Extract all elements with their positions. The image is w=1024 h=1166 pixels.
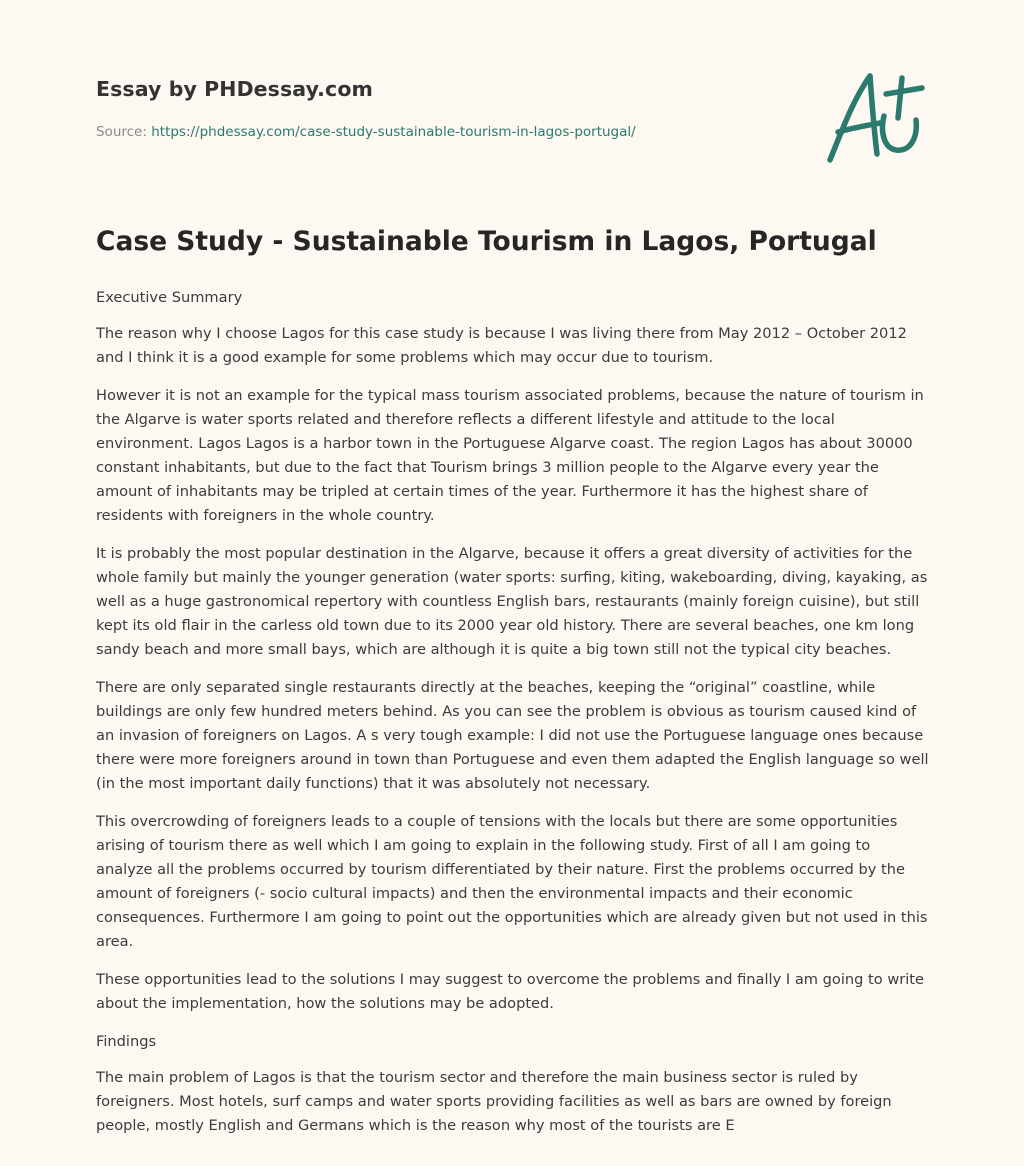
- section-heading-findings: Findings: [96, 1033, 157, 1050]
- paragraph: It is probably the most popular destination in the Algarve, because it offers a great diversity of activities for the whole family but mainly the younger generation (water sports: surfing, kiting, wakeboarding, diving, kayaking, as well as a huge gastronomical repertory with countless English bars, restaurants (mainly foreign cuisine), but still kept its old flair in the carless old town due to its 2000 year old history. There are several beaches, one km long sandy beach and more small bays, which are although it is quite a big town still not the typical city beaches.: [96, 545, 928, 658]
- a-plus-logo-icon: [820, 68, 930, 168]
- paragraph: This overcrowding of foreigners leads to a couple of tensions with the locals but there are some opportunities arising of tourism there as well which I am going to explain in the following study. First of all I am going to analyze all the problems occurred by tourism differentiated by their nature. First the problems occurred by the amount of foreigners (- socio cultural impacts) and then the environmental impacts and their economic consequences. Furthermore I am going to point out the opportunities which are already given but not used in this area.: [96, 813, 928, 950]
- paragraph: The reason why I choose Lagos for this case study is because I was living there from May 2012 – October 2012 and I think it is a good example for some problems which may occur due to tourism.: [96, 325, 907, 366]
- site-brand: Essay by PHDessay.com: [96, 77, 373, 101]
- paragraph: There are only separated single restaurants directly at the beaches, keeping the “original” coastline, while buildings are only few hundred meters behind. As you can see the problem is obvious as tourism caused kind of an invasion of foreigners on Lagos. A s very tough example: I did not use the Portuguese language ones because there were more foreigners around in town than Portuguese and even them adapted the English language so well (in the most important daily functions) that it was absolutely not necessary.: [96, 679, 929, 792]
- essay-title: Case Study - Sustainable Tourism in Lagos, Portugal: [96, 226, 877, 257]
- section-heading-executive-summary: Executive Summary: [96, 289, 243, 306]
- source-link[interactable]: https://phdessay.com/case-study-sustainable-tourism-in-lagos-portugal/: [151, 124, 636, 140]
- source-line: [96, 124, 636, 140]
- source-label: Source:: [96, 124, 152, 140]
- paragraph: The main problem of Lagos is that the tourism sector and therefore the main business sector is ruled by foreigners. Most hotels, surf camps and water sports providing facilities as well as bars are owned by foreign people, mostly English and Germans which is the reason why most of the tourists are E: [96, 1069, 892, 1134]
- essay-body: [96, 286, 930, 1152]
- paragraph: However it is not an example for the typical mass tourism associated problems, because the nature of tourism in the Algarve is water sports related and therefore reflects a different lifestyle and attitude to the local environment. Lagos Lagos is a harbor town in the Portuguese Algarve coast. The region Lagos has about 30000 constant inhabitants, but due to the fact that Tourism brings 3 million people to the Algarve every year the amount of inhabitants may be tripled at certain times of the year. Furthermore it has the highest share of residents with foreigners in the whole country.: [96, 387, 924, 524]
- paragraph: These opportunities lead to the solutions I may suggest to overcome the problems and finally I am going to write about the implementation, how the solutions may be adopted.: [96, 971, 925, 1012]
